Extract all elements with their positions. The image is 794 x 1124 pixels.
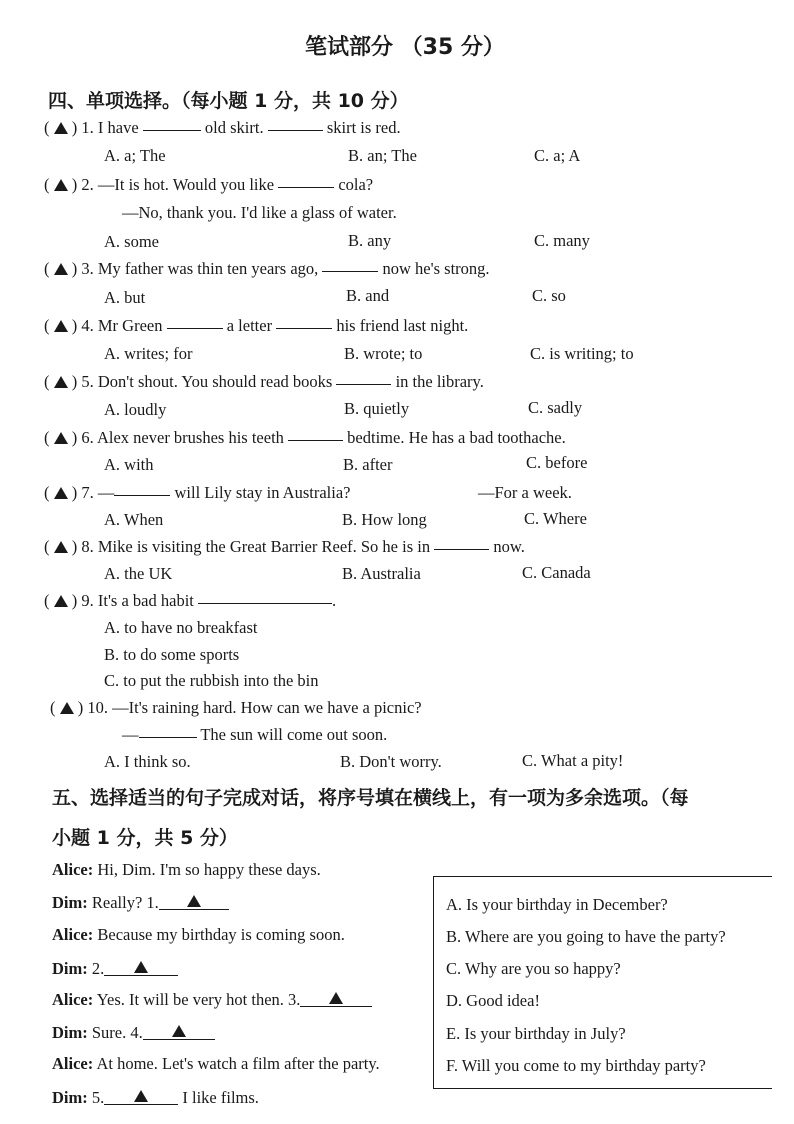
- q9-option-c: C. to put the rubbish into the bin: [104, 671, 319, 690]
- answer-blank-5[interactable]: [104, 1088, 178, 1105]
- q2-line2: —No, thank you. I'd like a glass of water.: [122, 203, 397, 222]
- triangle-marker-icon: [54, 432, 68, 444]
- question-7: ( ) 7. — will Lily stay in Australia?: [44, 483, 351, 502]
- choice-a: A. Is your birthday in December?: [446, 895, 668, 914]
- q6-option-a: A. with: [104, 455, 154, 474]
- q10-option-c: C. What a pity!: [522, 751, 624, 770]
- dialogue-line-6: Dim: Sure. 4.: [52, 1023, 215, 1043]
- q1-option-a: A. a; The: [104, 146, 166, 165]
- answer-blank-4[interactable]: [143, 1023, 215, 1040]
- triangle-marker-icon: [54, 541, 68, 553]
- q4-option-c: C. is writing; to: [530, 344, 634, 363]
- answer-paren[interactable]: ( ): [44, 316, 78, 335]
- blank: [288, 439, 343, 441]
- q2-option-b: B. any: [348, 231, 392, 250]
- q10-option-a: A. I think so.: [104, 752, 191, 771]
- q9-option-a: A. to have no breakfast: [104, 618, 258, 637]
- triangle-marker-icon: [54, 122, 68, 134]
- q10-option-b: B. Don't worry.: [340, 752, 442, 771]
- dialogue-line-4: Dim: 2.: [52, 959, 178, 979]
- blank: [278, 186, 334, 188]
- question-9: ( ) 9. It's a bad habit .: [44, 591, 337, 610]
- triangle-marker-icon: [60, 702, 74, 714]
- question-2: ( ) 2. —It is hot. Would you like cola?: [44, 175, 374, 194]
- answer-blank-1[interactable]: [159, 893, 229, 910]
- answer-paren[interactable]: ( ): [44, 118, 78, 137]
- q9-option-b: B. to do some sports: [104, 645, 240, 664]
- triangle-marker-icon: [134, 1090, 148, 1102]
- q5-option-b: B. quietly: [344, 399, 410, 418]
- triangle-marker-icon: [54, 487, 68, 499]
- triangle-marker-icon: [54, 179, 68, 191]
- section5-heading-line1: 五、选择适当的句子完成对话，将序号填在横线上，有一项为多余选项。（每: [52, 787, 689, 809]
- blank: [143, 129, 201, 131]
- q1-option-c: C. a; A: [534, 146, 581, 165]
- triangle-marker-icon: [54, 320, 68, 332]
- triangle-marker-icon: [134, 961, 148, 973]
- question-1: ( ) 1. I have old skirt. skirt is red.: [44, 118, 401, 137]
- choice-f: F. Will you come to my birthday party?: [446, 1056, 706, 1075]
- q2-option-c: C. many: [534, 231, 590, 250]
- blank: [322, 270, 378, 272]
- q6-option-c: C. before: [526, 453, 588, 472]
- blank: [434, 548, 489, 550]
- question-3: ( ) 3. My father was thin ten years ago, now he's strong.: [44, 259, 490, 278]
- blank: [276, 327, 332, 329]
- answer-paren[interactable]: ( ): [44, 372, 78, 391]
- triangle-marker-icon: [187, 895, 201, 907]
- blank: [198, 602, 332, 604]
- answer-paren[interactable]: ( ): [50, 698, 84, 717]
- answer-paren[interactable]: ( ): [44, 483, 78, 502]
- dialogue-line-7: Alice: At home. Let's watch a film after the party.: [52, 1054, 380, 1073]
- q7-answer-hint: —For a week.: [478, 483, 572, 502]
- q5-option-a: A. loudly: [104, 400, 167, 419]
- page-title: 笔试部分 （35 分）: [305, 35, 505, 60]
- q2-option-a: A. some: [104, 232, 159, 251]
- answer-paren[interactable]: ( ): [44, 175, 78, 194]
- answer-paren[interactable]: ( ): [44, 591, 78, 610]
- blank: [268, 129, 323, 131]
- q7-option-b: B. How long: [342, 510, 427, 529]
- section4-heading: 四、单项选择。（每小题 1 分，共 10 分）: [48, 90, 409, 112]
- choice-b: B. Where are you going to have the party?: [446, 927, 726, 946]
- q7-option-a: A. When: [104, 510, 164, 529]
- blank: [167, 327, 223, 329]
- answer-paren[interactable]: ( ): [44, 428, 78, 447]
- q4-option-b: B. wrote; to: [344, 344, 423, 363]
- q3-option-a: A. but: [104, 288, 146, 307]
- q1-option-b: B. an; The: [348, 146, 417, 165]
- q8-option-a: A. the UK: [104, 564, 173, 583]
- dialogue-line-3: Alice: Because my birthday is coming soon.: [52, 925, 345, 944]
- q6-option-b: B. after: [343, 455, 393, 474]
- triangle-marker-icon: [172, 1025, 186, 1037]
- triangle-marker-icon: [329, 992, 343, 1004]
- triangle-marker-icon: [54, 376, 68, 388]
- dialogue-line-5: Alice: Yes. It will be very hot then. 3.: [52, 990, 372, 1010]
- choice-d: D. Good idea!: [446, 991, 540, 1010]
- question-10: ( ) 10. —It's raining hard. How can we have a picnic?: [50, 698, 422, 717]
- q7-option-c: C. Where: [524, 509, 587, 528]
- q10-line2: — The sun will come out soon.: [122, 725, 388, 744]
- answer-paren[interactable]: ( ): [44, 259, 78, 278]
- answer-paren[interactable]: ( ): [44, 537, 78, 556]
- blank: [114, 494, 170, 496]
- choice-e: E. Is your birthday in July?: [446, 1024, 626, 1043]
- q5-option-c: C. sadly: [528, 398, 583, 417]
- q3-option-b: B. and: [346, 286, 390, 305]
- section5-heading-line2: 小题 1 分，共 5 分）: [52, 827, 238, 849]
- triangle-marker-icon: [54, 263, 68, 275]
- question-5: ( ) 5. Don't shout. You should read books in the library.: [44, 372, 484, 391]
- dialogue-line-2: Dim: Really? 1.: [52, 893, 229, 913]
- answer-blank-2[interactable]: [104, 959, 178, 976]
- question-6: ( ) 6. Alex never brushes his teeth bedtime. He has a bad toothache.: [44, 428, 566, 447]
- q3-option-c: C. so: [532, 286, 566, 305]
- answer-blank-3[interactable]: [300, 990, 372, 1007]
- q4-option-a: A. writes; for: [104, 344, 193, 363]
- question-4: ( ) 4. Mr Green a letter his friend last night.: [44, 316, 469, 335]
- q8-option-c: C. Canada: [522, 563, 591, 582]
- question-8: ( ) 8. Mike is visiting the Great Barrier Reef. So he is in now.: [44, 537, 525, 556]
- choice-c: C. Why are you so happy?: [446, 959, 621, 978]
- q8-option-b: B. Australia: [342, 564, 421, 583]
- blank: [336, 383, 391, 385]
- dialogue-line-1: Alice: Hi, Dim. I'm so happy these days.: [52, 860, 321, 879]
- dialogue-line-8: Dim: 5. I like films.: [52, 1088, 259, 1107]
- blank: [139, 736, 197, 738]
- triangle-marker-icon: [54, 595, 68, 607]
